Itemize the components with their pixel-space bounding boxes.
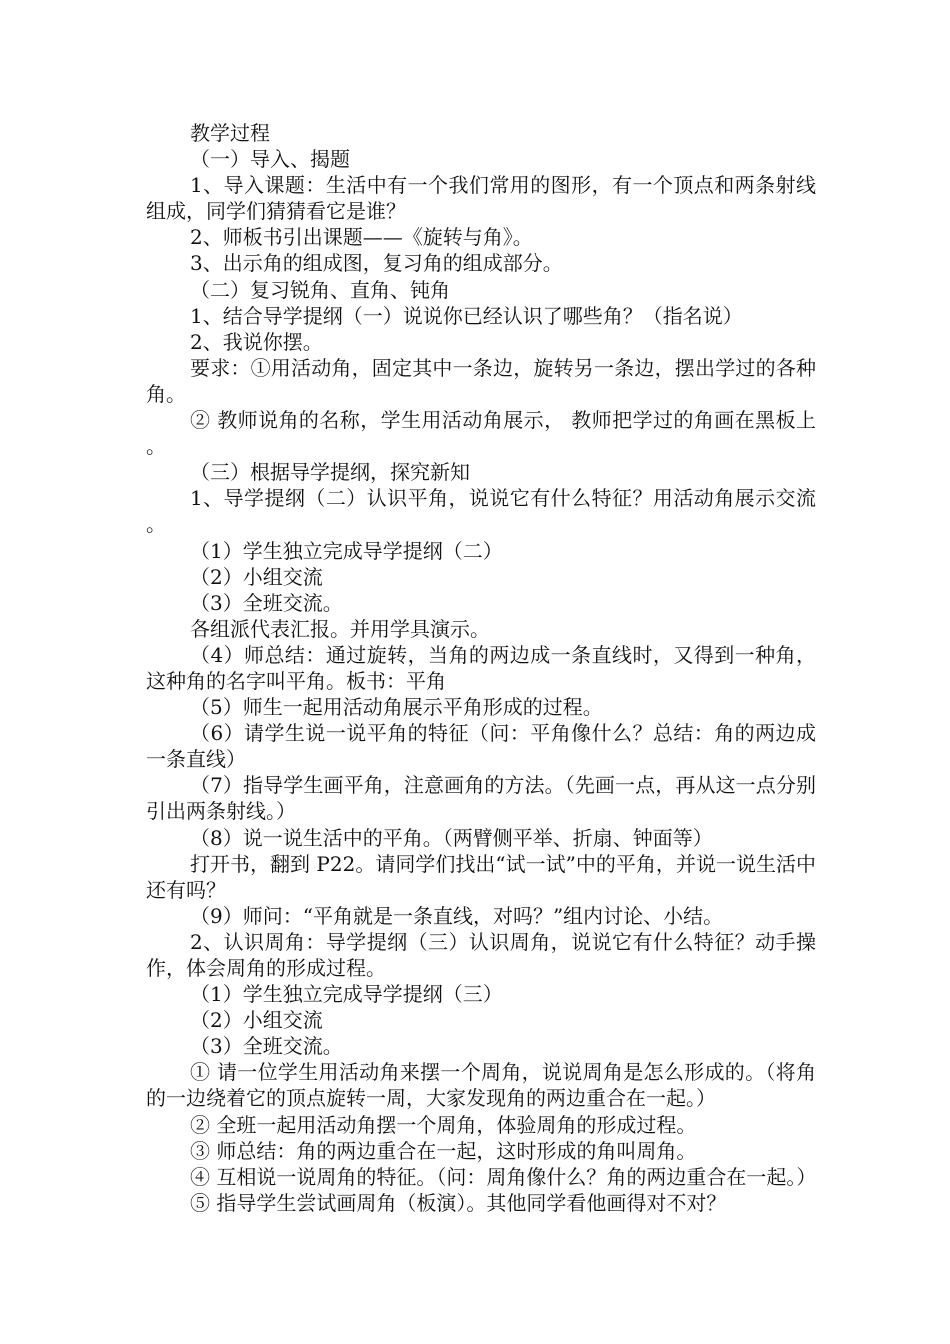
- paragraph: 1、导学提纲（二）认识平角，说说它有什么特征？用活动角展示交流。: [146, 486, 816, 537]
- paragraph: （5）师生一起用活动角展示平角形成的过程。: [190, 695, 603, 720]
- section-heading-review: （二）复习锐角、直角、钝角: [190, 277, 450, 302]
- paragraph: ③ 师总结：角的两边重合在一起，这时形成的角叫周角。: [190, 1138, 697, 1163]
- paragraph: （1）学生独立完成导学提纲（三）: [190, 982, 503, 1007]
- paragraph: ① 请一位学生用活动角来摆一个周角，说说周角是怎么形成的。（将角的一边绕着它的顶点旋转一周，大家发现角的两边重合在一起。）: [146, 1060, 816, 1111]
- section-heading-explore: （三）根据导学提纲，探究新知: [190, 460, 470, 485]
- paragraph: 2、师板书引出课题——《旋转与角》。: [190, 225, 533, 250]
- paragraph: （2）小组交流: [190, 564, 323, 589]
- paragraph: （2）小组交流: [190, 1008, 323, 1033]
- section-heading-introduction: （一）导入、揭题: [190, 147, 350, 172]
- paragraph: 2、我说你摆。: [190, 329, 323, 354]
- paragraph: （4）师总结：通过旋转，当角的两边成一条直线时，又得到一种角，这种角的名字叫平角。板书：平角: [146, 642, 816, 693]
- paragraph: 2、认识周角：导学提纲（三）认识周角，说说它有什么特征？动手操作，体会周角的形成过程。: [146, 929, 816, 980]
- paragraph: 打开书，翻到 P22。请同学们找出“试一试”中的平角，并说一说生活中还有吗？: [146, 851, 816, 902]
- paragraph: （7）指导学生画平角，注意画角的方法。（先画一点，再从这一点分别引出两条射线。）: [146, 773, 816, 824]
- paragraph: 要求：①用活动角，固定其中一条边，旋转另一条边，摆出学过的各种角。: [146, 355, 816, 406]
- paragraph: （9）师问：“平角就是一条直线，对吗？”组内讨论、小结。: [190, 903, 724, 928]
- paragraph: ④ 互相说一说周角的特征。（问：周角像什么？角的两边重合在一起。）: [190, 1164, 817, 1189]
- paragraph: 1、结合导学提纲（一）说说你已经认识了哪些角？（指名说）: [190, 303, 743, 328]
- paragraph: ② 全班一起用活动角摆一个周角，体验周角的形成过程。: [190, 1112, 697, 1137]
- document-body: [146, 120, 816, 1216]
- paragraph: ⑤ 指导学生尝试画周角（板演）。其他同学看他画得对不对？: [190, 1190, 727, 1215]
- section-heading-teaching-process: 教学过程: [190, 121, 270, 145]
- paragraph: 1、导入课题：生活中有一个我们常用的图形，有一个顶点和两条射线组成，同学们猜猜看它是谁？: [146, 173, 816, 224]
- paragraph: ② 教师说角的名称，学生用活动角展示， 教师把学过的角画在黑板上。: [146, 408, 816, 459]
- paragraph: （1）学生独立完成导学提纲（二）: [190, 538, 503, 563]
- paragraph: （6）请学生说一说平角的特征（问：平角像什么？总结：角的两边成一条直线）: [146, 721, 816, 772]
- paragraph: （3）全班交流。: [190, 590, 343, 615]
- paragraph: （3）全班交流。: [190, 1034, 343, 1059]
- paragraph: 3、出示角的组成图，复习角的组成部分。: [190, 251, 563, 276]
- paragraph: （8）说一说生活中的平角。（两臂侧平举、折扇、钟面等）: [190, 825, 713, 850]
- paragraph: 各组派代表汇报。并用学具演示。: [190, 616, 490, 641]
